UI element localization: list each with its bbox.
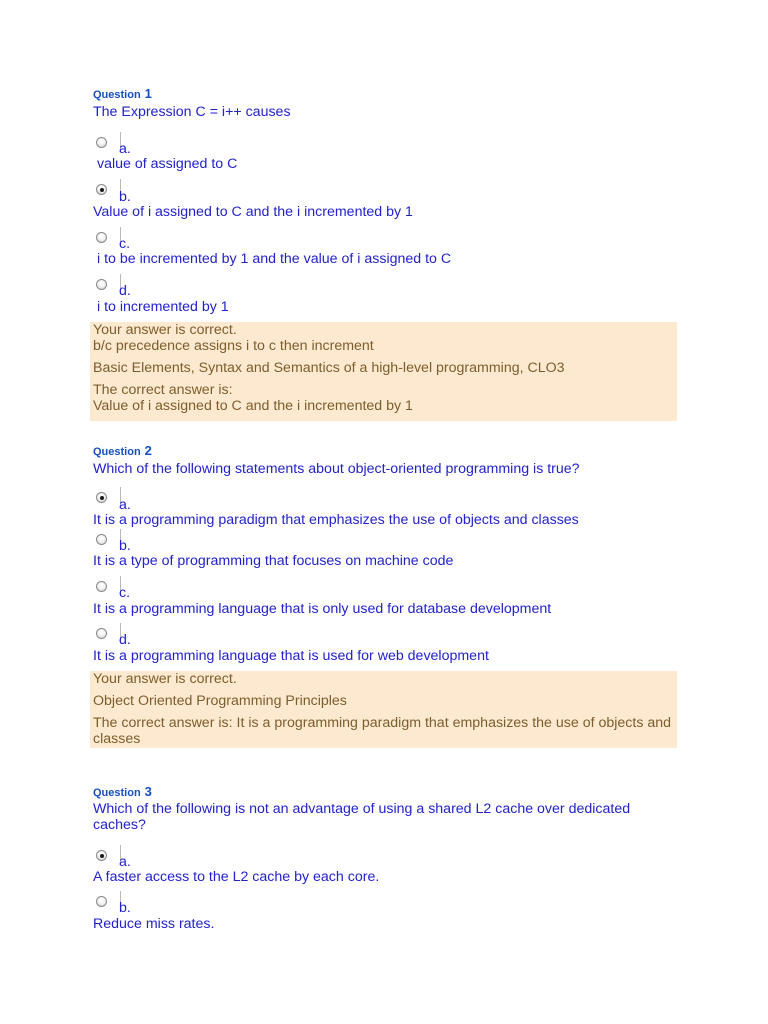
option-text: It is a programming language that is used for web development (93, 648, 489, 664)
option-a-radio[interactable] (96, 137, 107, 148)
option-c-radio[interactable] (96, 581, 107, 592)
option-letter: a. (119, 854, 131, 870)
question-number (93, 443, 152, 460)
question-number (93, 784, 152, 801)
right-answer-text: Value of i assigned to C and the i incremented by 1 (93, 398, 413, 414)
question-label: Question (93, 446, 141, 458)
option-a-radio[interactable] (96, 850, 107, 861)
option-letter: c. (119, 236, 131, 252)
option-text: i to be incremented by 1 and the value of i assigned to C (97, 251, 452, 267)
option-text: i to incremented by 1 (97, 299, 229, 315)
feedback-box (90, 322, 677, 421)
option-text: It is a programming paradigm that emphasizes the use of objects and classes (93, 512, 579, 528)
option-b-radio[interactable] (96, 534, 107, 545)
option-letter: a. (119, 497, 131, 513)
option-letter: c. (119, 585, 131, 601)
option-text: It is a programming language that is only used for database development (93, 601, 552, 617)
option-text: Reduce miss rates. (93, 916, 215, 932)
question-label: Question (93, 787, 141, 799)
option-text: A faster access to the L2 cache by each core. (93, 869, 380, 885)
option-letter: a. (119, 141, 131, 157)
feedback-status: Your answer is correct. (93, 322, 237, 338)
feedback-general: Basic Elements, Syntax and Semantics of a high-level programming, CLO3 (93, 360, 565, 376)
option-letter: b. (119, 900, 131, 916)
option-text: Value of i assigned to C and the i incremented by 1 (93, 204, 413, 220)
option-letter: b. (119, 538, 131, 554)
option-letter: b. (119, 189, 131, 205)
option-b-radio[interactable] (96, 896, 107, 907)
feedback-general: Object Oriented Programming Principles (93, 693, 347, 709)
feedback-box (90, 671, 677, 748)
option-text: It is a type of programming that focuses on machine code (93, 553, 454, 569)
question-label: Question (93, 89, 141, 101)
question-text: Which of the following is not an advantage of using a shared L2 cache over dedicated caches? (93, 801, 631, 833)
feedback-status: Your answer is correct. (93, 671, 237, 687)
question-text: The Expression C = i++ causes (93, 104, 291, 120)
feedback-right-answer (93, 715, 698, 747)
question-no: 3 (144, 784, 152, 799)
option-text: value of assigned to C (97, 156, 238, 172)
question-number (93, 86, 152, 103)
question-text: Which of the following statements about object-oriented programming is true? (93, 461, 580, 477)
option-letter: d. (119, 283, 131, 299)
feedback-right-answer (93, 382, 677, 414)
option-d-radio[interactable] (96, 628, 107, 639)
right-answer-label: The correct answer is: (93, 715, 233, 731)
option-letter: d. (119, 632, 131, 648)
question-no: 2 (144, 443, 152, 458)
right-answer-text: It is a programming paradigm that emphasizes the use of objects and classes (93, 715, 672, 747)
option-a-radio[interactable] (96, 492, 107, 503)
right-answer-label: The correct answer is: (93, 382, 233, 398)
option-c-radio[interactable] (96, 232, 107, 243)
option-d-radio[interactable] (96, 279, 107, 290)
feedback-specific: b/c precedence assigns i to c then increment (93, 338, 374, 354)
question-no: 1 (144, 86, 152, 101)
option-b-radio[interactable] (96, 184, 107, 195)
